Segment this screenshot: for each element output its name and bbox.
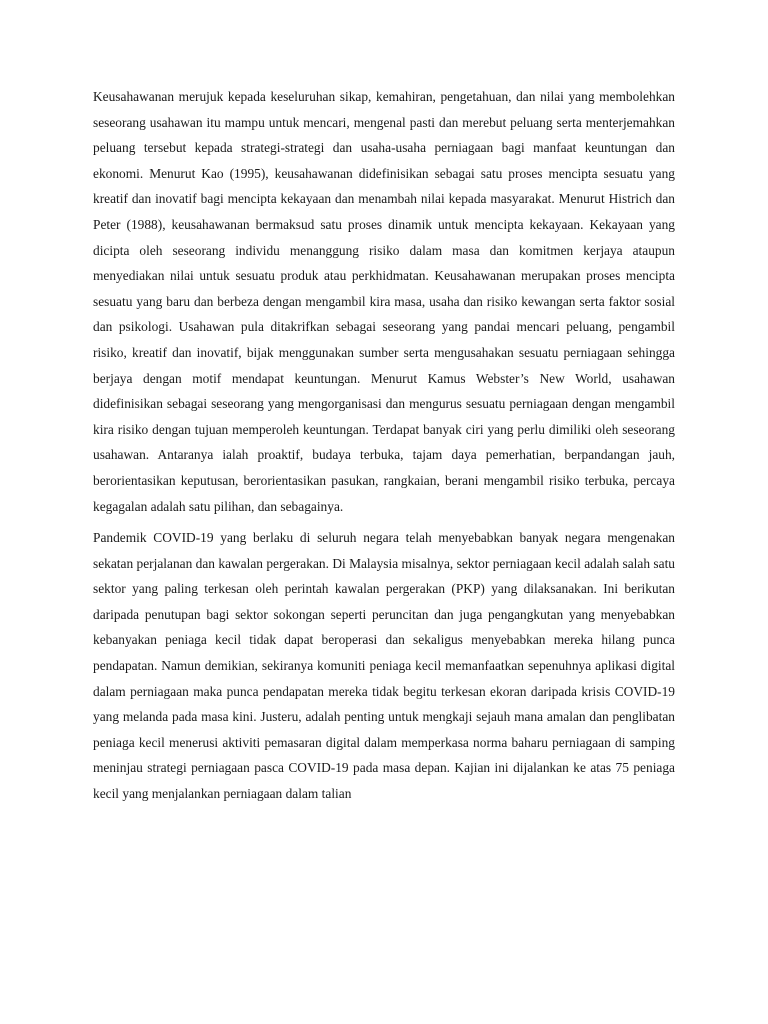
paragraph-covid19-impact: Pandemik COVID-19 yang berlaku di seluruh negara telah menyebabkan banyak negara mengenakan sekatan perjalanan dan kawalan pergerakan. Di Malaysia misalnya, sektor perniagaan kecil adalah salah satu sektor yang paling terkesan oleh perintah kawalan pergerakan (PKP) yang dilaksanakan. Ini berikutan daripada penutupan bagi sektor sokongan seperti peruncitan dan juga pengangkutan yang menyebabkan kebanyakan peniaga kecil tidak dapat beroperasi dan sekaligus menyebabkan mereka hilang punca pendapatan. Namun demikian, sekiranya komuniti peniaga kecil memanfaatkan sepenuhnya aplikasi digital dalam perniagaan maka punca pendapatan mereka tidak begitu terkesan ekoran daripada krisis COVID-19 yang melanda pada masa kini. Justeru, adalah penting untuk mengkaji sejauh mana amalan dan penglibatan peniaga kecil menerusi aktiviti pemasaran digital dalam memperkasa norma baharu perniagaan di samping meninjau strategi perniagaan pasca COVID-19 pada masa depan. Kajian ini dijalankan ke atas 75 peniaga kecil yang menjalankan perniagaan dalam talian: [93, 530, 675, 802]
paragraph-entrepreneurship-definition: Keusahawanan merujuk kepada keseluruhan sikap, kemahiran, pengetahuan, dan nilai yang membolehkan seseorang usahawan itu mampu untuk mencari, mengenal pasti dan merebut peluang serta menterjemahkan peluang tersebut kepada strategi-strategi dan usaha-usaha perniagaan bagi manfaat keuntungan dan ekonomi. Menurut Kao (1995), keusahawanan didefinisikan sebagai satu proses mencipta sesuatu yang kreatif dan inovatif bagi mencipta kekayaan dan menambah nilai kepada masyarakat. Menurut Histrich dan Peter (1988), keusahawanan bermaksud satu proses dinamik untuk mencipta kekayaan. Kekayaan yang dicipta oleh seseorang individu menanggung risiko dalam masa dan komitmen kerjaya ataupun menyediakan nilai untuk sesuatu produk atau perkhidmatan. Keusahawanan merupakan proses mencipta sesuatu yang baru dan berbeza dengan mengambil kira masa, usaha dan risiko kewangan serta faktor sosial dan psikologi. Usahawan pula ditakrifkan sebagai seseorang yang pandai mencari peluang, pengambil risiko, kreatif dan inovatif, bijak menggunakan sumber serta mengusahakan sesuatu perniagaan sehingga berjaya dengan motif mendapat keuntungan. Menurut Kamus Webster’s New World, usahawan didefinisikan sebagai seseorang yang mengorganisasi dan mengurus sesuatu perniagaan dengan mengambil kira risiko dengan tujuan memperoleh keuntungan. Terdapat banyak ciri yang perlu dimiliki oleh seseorang usahawan. Antaranya ialah proaktif, budaya terbuka, tajam daya pemerhatian, berpandangan jauh, berorientasikan keputusan, berorientasikan pasukan, rangkaian, berani mengambil risiko terbuka, percaya kegagalan adalah satu pilihan, dan sebagainya.: [93, 89, 675, 514]
document-page: [93, 84, 675, 807]
